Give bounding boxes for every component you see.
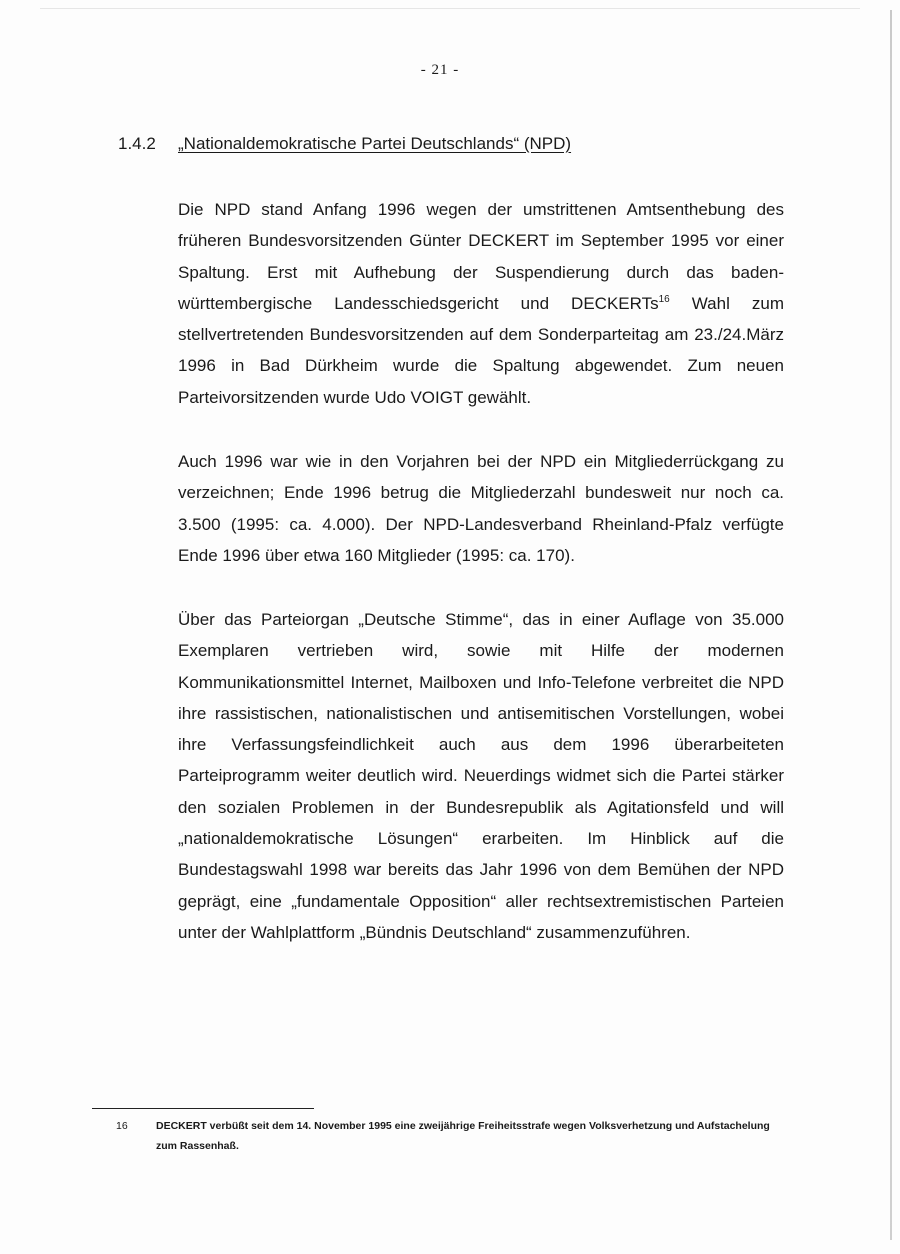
section-title: „Nationaldemokratische Partei Deutschlands“ (NPD) [178, 134, 572, 153]
paragraph-2-text: Auch 1996 war wie in den Vorjahren bei der NPD ein Mitgliederrückgang zu verzeichnen; Ende 1996 betrug die Mitgliederzahl bundesweit nur noch ca. 3.500 (1995: ca. 4.000). Der NPD-Landesverband Rheinland-Pfalz verfügte Ende 1996 über etwa 160 Mitglieder (1995: ca. 170). [178, 452, 784, 565]
footnote-reference: 16 [658, 293, 670, 305]
paragraph-1 [178, 194, 784, 413]
footnote [116, 1116, 786, 1156]
paragraph-3 [178, 604, 784, 948]
scan-edge-right [890, 10, 892, 1240]
page-number: - 21 - [420, 62, 460, 78]
paragraph-2 [178, 446, 784, 571]
footnote-number: 16 [116, 1120, 128, 1132]
scan-edge-top [40, 8, 860, 9]
footnote-separator [92, 1108, 314, 1109]
paragraph-1-text-a: Die NPD stand Anfang 1996 wegen der umstrittenen Amtsenthebung des früheren Bundesvorsitzenden Günter DECKERT im September 1995 vor einer Spaltung. Erst mit Aufhebung der Suspendierung durch das baden-württembergische Landesschiedsgericht und DECKERTs [178, 200, 784, 313]
paragraph-1-text-b: Wahl zum stellvertretenden Bundesvorsitzenden auf dem Sonderparteitag am 23./24.März 1996 in Bad Dürkheim wurde die Spaltung abgewendet. Zum neuen Parteivorsitzenden wurde Udo VOIGT gewählt. [178, 293, 784, 407]
paragraph-3-text: Über das Parteiorgan „Deutsche Stimme“, das in einer Auflage von 35.000 Exemplaren vertrieben wird, sowie mit Hilfe der modernen Kommunikationsmittel Internet, Mailboxen und Info-Telefone verbreitet die NPD ihre rassistischen, nationalistischen und antisemitischen Vorstellungen, wobei ihre Verfassungsfeindlichkeit auch aus dem 1996 überarbeiteten Parteiprogramm weiter deutlich wird. Neuerdings widmet sich die Partei stärker den sozialen Problemen in der Bundesrepublik als Agitationsfeld und will „nationaldemokratische Lösungen“ erarbeiten. Im Hinblick auf die Bundestagswahl 1998 war bereits das Jahr 1996 von dem Bemühen der NPD geprägt, eine „fundamentale Opposition“ aller rechtsextremistischen Parteien unter der Wahlplattform „Bündnis Deutschland“ zusammenzuführen. [178, 610, 784, 942]
section-number: 1.4.2 [118, 134, 156, 153]
footnote-text: DECKERT verbüßt seit dem 14. November 1995 eine zweijährige Freiheitsstrafe wegen Volksverhetzung und Aufstachelung zum Rassenhaß. [156, 1120, 770, 1152]
section-heading [118, 134, 571, 154]
